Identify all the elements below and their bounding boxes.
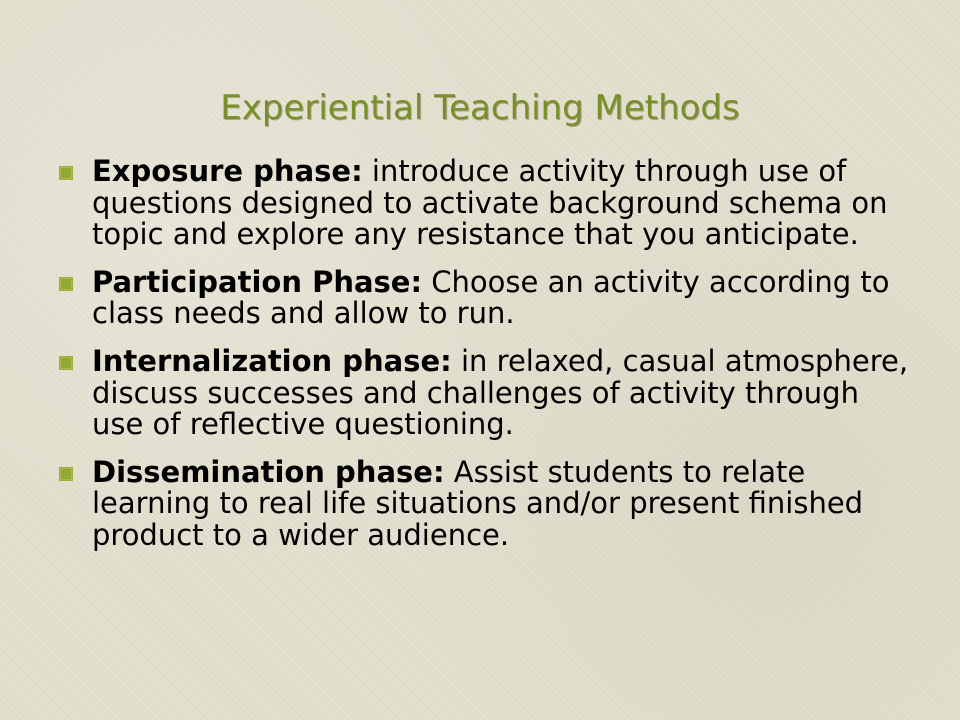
slide-title: Experiential Teaching Methods: [220, 88, 740, 128]
bullet-body: introduce activity through use of questions designed to activate background schema on topic and explore any resistance that you anticipate.: [92, 154, 888, 252]
bullet-heading: Internalization phase:: [92, 344, 452, 379]
bullet-text-exposure: [92, 156, 910, 251]
bullet-heading: Dissemination phase:: [92, 454, 445, 489]
bullet-item-internalization: [58, 346, 910, 441]
square-bullet-icon: [58, 457, 92, 491]
bullet-text-dissemination: [92, 454, 910, 553]
bullet-body: Assist students to relate learning to real life situations and/or present finished product to a wider audience.: [92, 454, 864, 553]
bullet-text-internalization: [92, 346, 910, 441]
square-bullet-icon: [58, 346, 92, 380]
bullet-item-dissemination: [58, 454, 910, 553]
bullet-text-participation: [92, 264, 910, 331]
bullet-item-participation: [58, 264, 910, 331]
bullet-list: [58, 156, 910, 568]
bullet-heading: Participation Phase:: [92, 264, 423, 299]
bullet-item-exposure: [58, 156, 910, 251]
bullet-heading: Exposure phase:: [92, 154, 363, 188]
square-bullet-icon: [58, 267, 92, 301]
bullet-body: in relaxed, casual atmosphere, discuss successes and challenges of activity through use of reflective questioning.: [92, 344, 909, 442]
square-bullet-icon: [58, 156, 92, 190]
bullet-body: Choose an activity according to class needs and allow to run.: [92, 264, 890, 331]
